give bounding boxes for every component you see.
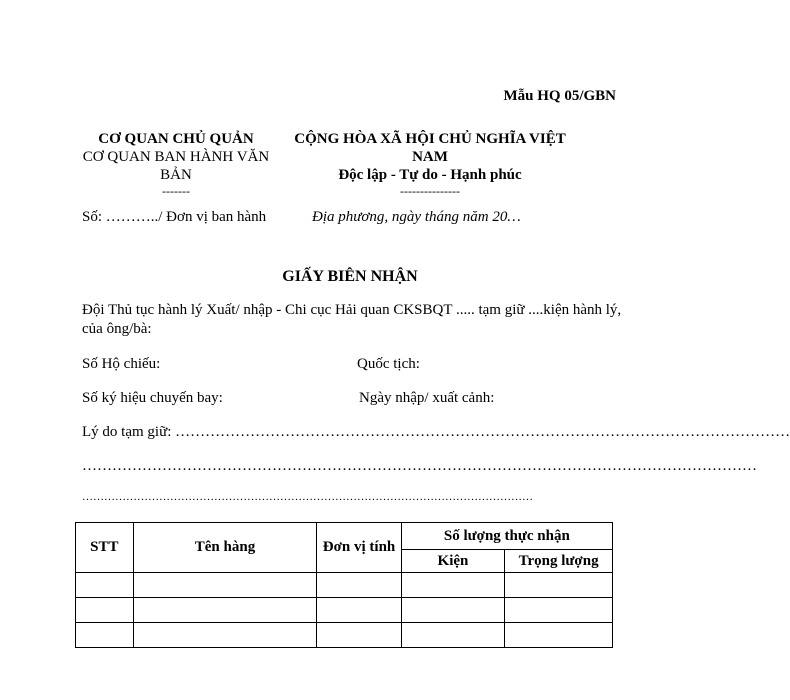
table-cell — [401, 598, 505, 623]
header-item-name: Tên hàng — [133, 523, 317, 573]
table-cell — [76, 598, 134, 623]
governing-agency: CƠ QUAN CHỦ QUẢN — [98, 131, 254, 147]
table-cell — [505, 598, 613, 623]
issuing-agency: CƠ QUAN BAN HÀNH VĂN BẢN — [82, 149, 270, 183]
national-title: CỘNG HÒA XÃ HỘI CHỦ NGHĨA VIỆT NAM — [294, 131, 566, 165]
table-cell — [133, 623, 317, 648]
table-cell — [317, 573, 401, 598]
form-code: Mẫu HQ 05/GBN — [503, 88, 616, 104]
header-weight: Trọng lượng — [505, 550, 613, 573]
reason-dotted-line-1: ……………………………………………………………………………………………………………………… — [82, 458, 757, 474]
table-cell — [505, 573, 613, 598]
agency-separator: ------- — [162, 184, 190, 198]
header-quantity-received: Số lượng thực nhận — [401, 523, 612, 550]
issuing-agency-block — [70, 130, 282, 198]
table-cell — [76, 623, 134, 648]
table-row — [76, 598, 613, 623]
header-stt: STT — [76, 523, 134, 573]
table-row — [76, 623, 613, 648]
motto-separator: --------------- — [400, 184, 460, 198]
national-header-block — [280, 130, 580, 198]
table-row — [76, 573, 613, 598]
reason-dotted-line-2: …………………………………………………………………………………………………………… — [82, 491, 533, 503]
national-motto: Độc lập - Tự do - Hạnh phúc — [338, 167, 522, 183]
table-cell — [317, 598, 401, 623]
passport-label: Số Hộ chiếu: — [82, 356, 161, 372]
table-cell — [76, 573, 134, 598]
table-cell — [133, 573, 317, 598]
flight-number-label: Số ký hiệu chuyến bay: — [82, 390, 223, 406]
document-number: Số: ………../ Đơn vị ban hành — [82, 209, 267, 225]
goods-table — [75, 522, 613, 648]
intro-paragraph: Đội Thủ tục hành lý Xuất/ nhập - Chi cục Hải quan CKSBQT ..... tạm giữ ....kiện hành lý, của ông/bà: — [82, 302, 622, 337]
header-unit: Đơn vị tính — [317, 523, 401, 573]
table-cell — [401, 573, 505, 598]
nationality-label: Quốc tịch: — [357, 356, 420, 372]
place-and-date: Địa phương, ngày tháng năm 20… — [312, 209, 521, 225]
detention-reason-label: Lý do tạm giữ: …………………………………………………………………………………………………………… — [82, 424, 790, 440]
entry-exit-date-label: Ngày nhập/ xuất cảnh: — [359, 390, 495, 406]
table-cell — [401, 623, 505, 648]
document-title: GIẤY BIÊN NHẬN — [282, 268, 418, 285]
table-cell — [133, 598, 317, 623]
header-packages: Kiện — [401, 550, 505, 573]
table-cell — [505, 623, 613, 648]
table-cell — [317, 623, 401, 648]
